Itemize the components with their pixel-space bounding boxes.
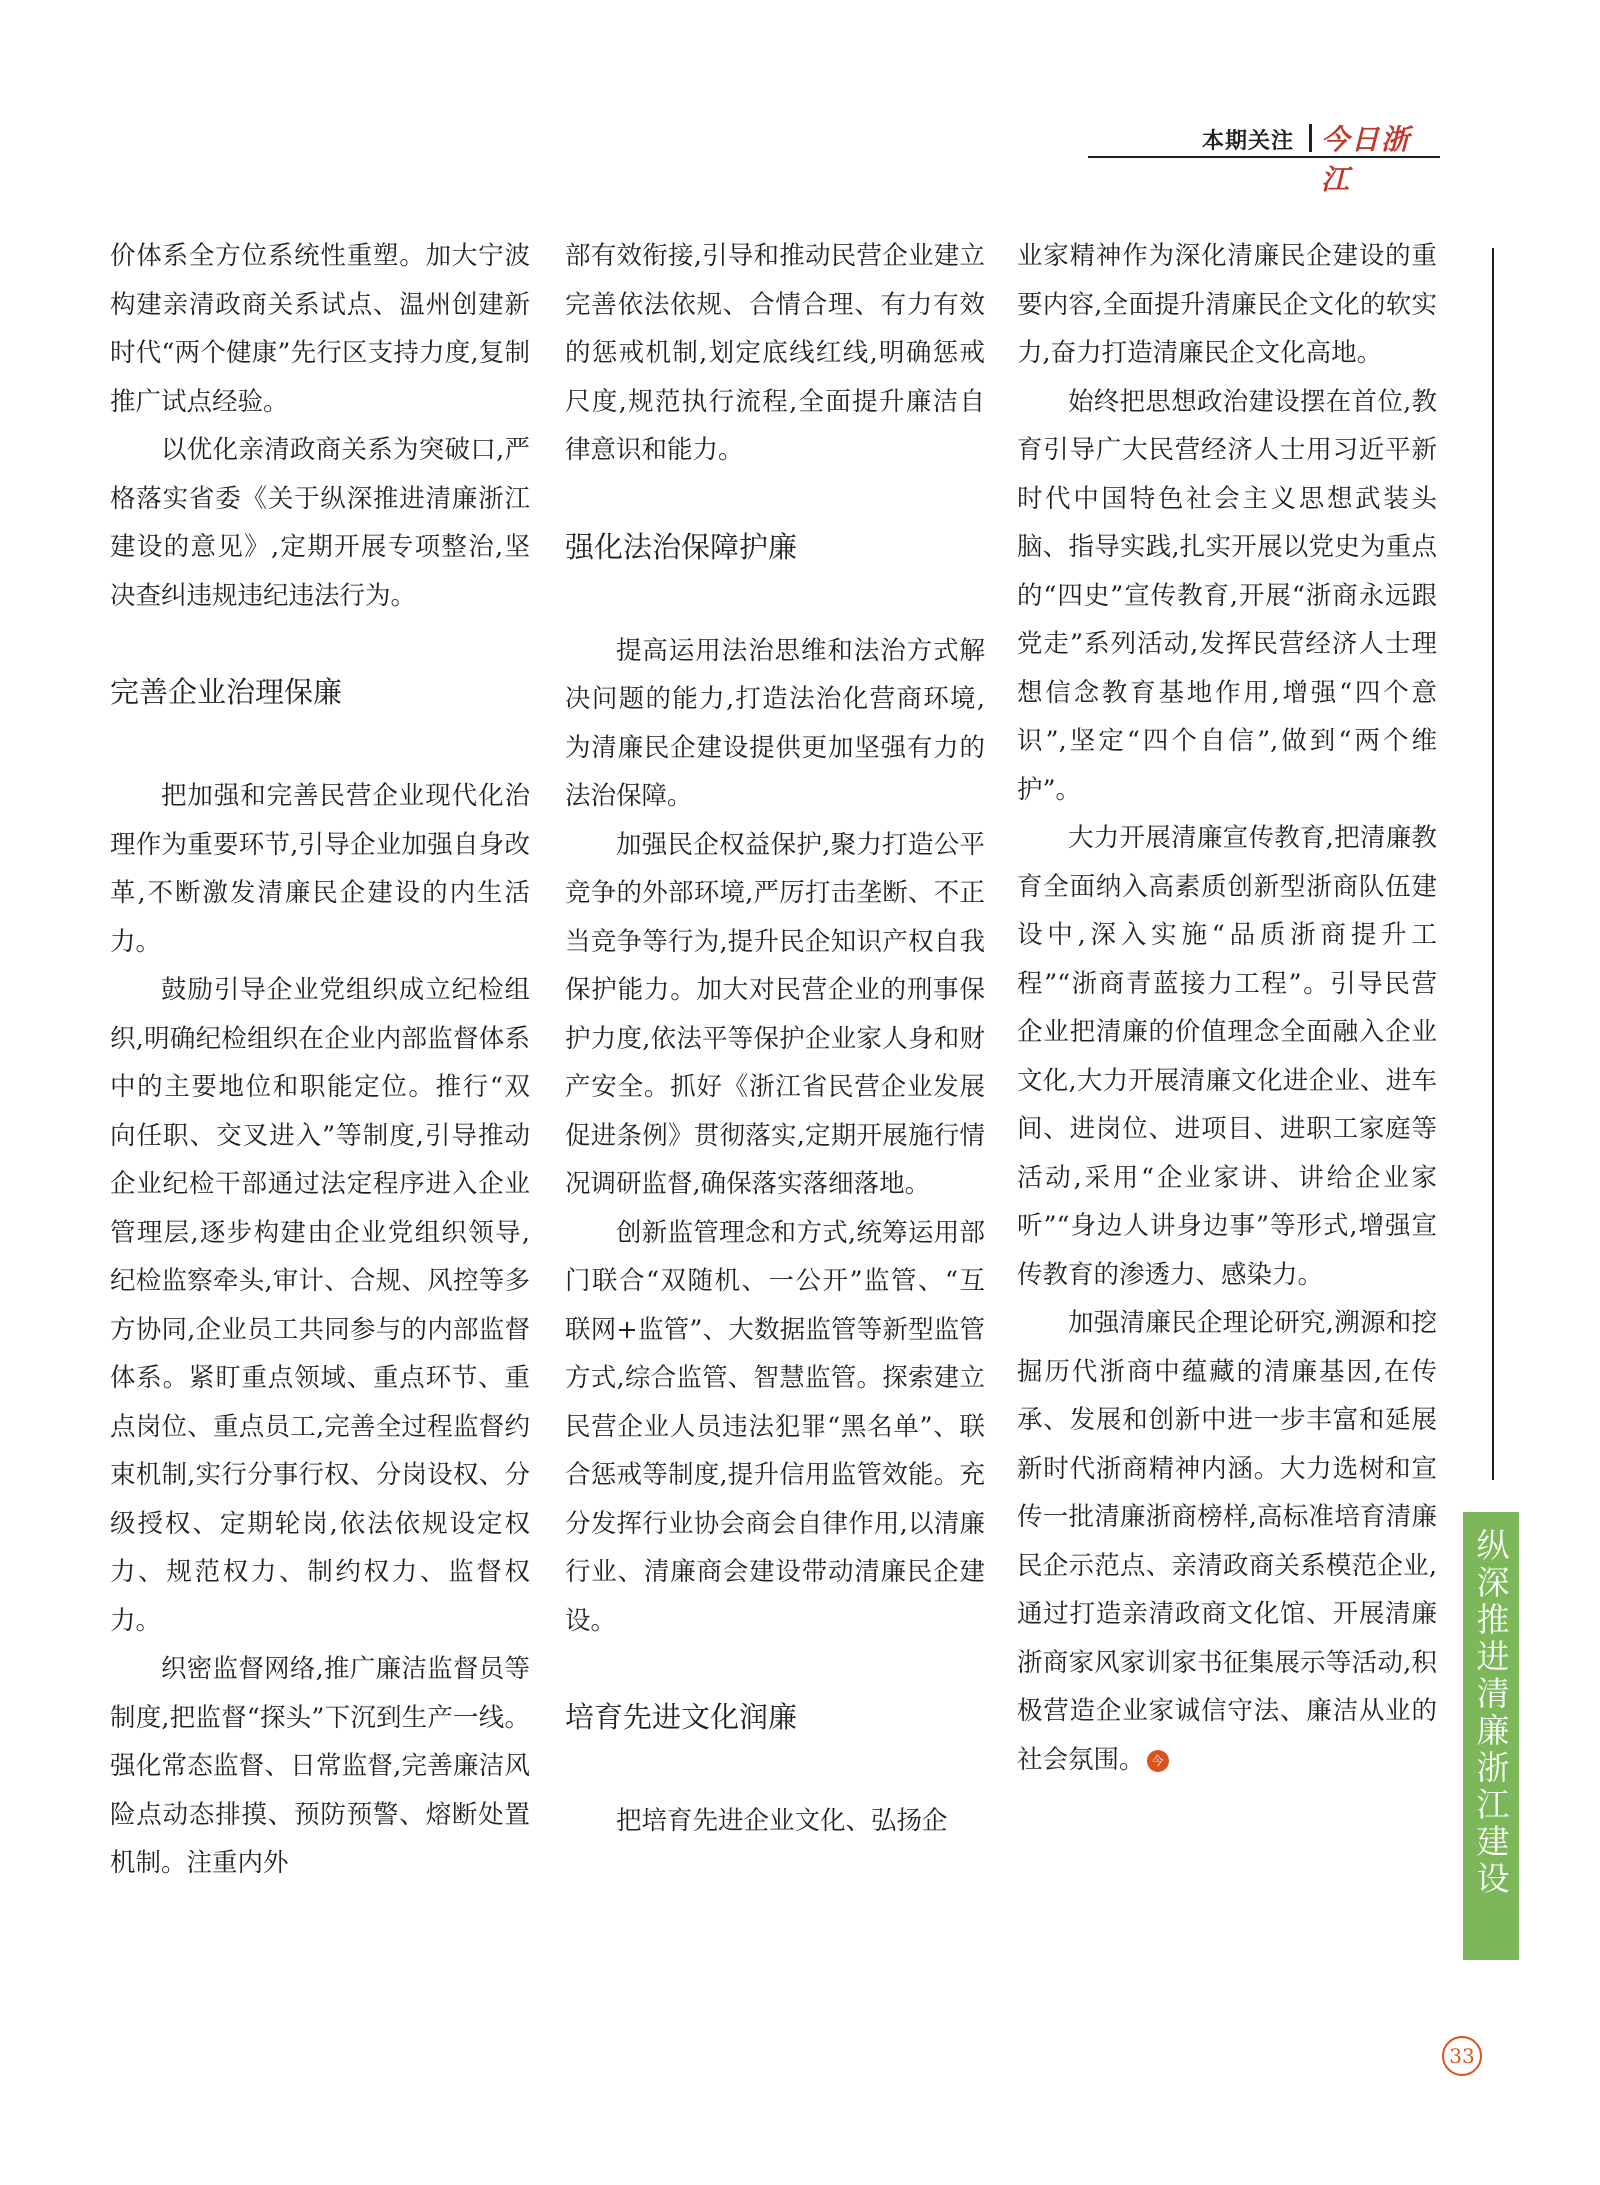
column-2: [565, 232, 985, 1846]
section-heading: [110, 672, 530, 712]
page-number: 33: [1442, 2036, 1482, 2076]
paragraph-text: 织密监督网络,推广廉洁监督员等制度,把监督“探头”下沉到生产一线。强化常态监督、日常监督,完善廉洁风险点动态排摸、预防预警、熔断处置机制。注重内外: [110, 1654, 530, 1878]
magazine-logo: 今日浙江: [1321, 123, 1412, 196]
topic-side-tab: [1463, 1512, 1519, 1960]
section-heading: [565, 527, 985, 567]
paragraph-text: 培育先进文化润廉: [565, 1700, 798, 1734]
paragraph-continued: [110, 232, 530, 426]
section-heading: [565, 1697, 985, 1737]
section-label: 本期关注: [1202, 129, 1295, 154]
paragraph-text: 价体系全方位系统性重塑。加大宁波构建亲清政商关系试点、温州创建新时代“两个健康”先行区支持力度,复制推广试点经验。: [110, 241, 530, 417]
paragraph: [1017, 1299, 1437, 1784]
paragraph-text: 鼓励引导企业党组织成立纪检组织,明确纪检组织在企业内部监督体系中的主要地位和职能定位。推行“双向任职、交叉进入”等制度,引导推动企业纪检干部通过法定程序进入企业管理层,逐步构建由企业党组织领导,纪检监察牵头,审计、合规、风控等多方协同,企业员工共同参与的内部监督体系。紧盯重点领域、重点环节、重点岗位、重点员工,完善全过程监督约束机制,实行分事行权、分岗设权、分级授权、定期轮岗,依法依规设定权力、规范权力、制约权力、监督权力。: [110, 975, 530, 1636]
paragraph-text: 始终把思想政治建设摆在首位,教育引导广大民营经济人士用习近平新时代中国特色社会主义思想武装头脑、指导实践,扎实开展以党史为重点的“四史”宣传教育,开展“浙商永远跟党走”系列活动,发挥民营经济人士理想信念教育基地作用,增强“四个意识”,坚定“四个自信”,做到“两个维护”。: [1017, 386, 1437, 805]
paragraph-text: 加强民企权益保护,聚力打造公平竞争的外部环境,严厉打击垄断、不正当竞争等行为,提升民企知识产权自我保护能力。加大对民营企业的刑事保护力度,依法平等保护企业家人身和财产安全。抓好《浙江省民营企业发展促进条例》贯彻落实,定期开展施行情况调研监督,确保落实落细落地。: [565, 829, 985, 1199]
paragraph: [565, 1797, 985, 1846]
paragraph: [565, 821, 985, 1209]
column-3: [1017, 232, 1437, 1784]
topic-side-tab-text: 纵深推进清廉浙江建设: [1471, 1528, 1511, 1898]
header-rule: [1088, 156, 1440, 158]
paragraph-text: 完善企业治理保廉: [110, 675, 343, 709]
paragraph: [565, 627, 985, 821]
paragraph: [1017, 378, 1437, 815]
paragraph: [110, 426, 530, 620]
paragraph: [110, 1645, 530, 1888]
page-header: [1085, 120, 1440, 196]
paragraph-text: 把培育先进企业文化、弘扬企: [616, 1806, 948, 1836]
paragraph-continued: [1017, 232, 1437, 378]
paragraph-continued: [565, 232, 985, 475]
margin-rule: [1492, 248, 1494, 1480]
paragraph: [110, 966, 530, 1645]
paragraph-text: 业家精神作为深化清廉民企建设的重要内容,全面提升清廉民企文化的软实力,奋力打造清廉民企文化高地。: [1017, 241, 1437, 368]
paragraph: [110, 772, 530, 966]
paragraph-text: 以优化亲清政商关系为突破口,严格落实省委《关于纵深推进清廉浙江建设的意见》,定期开展专项整治,坚决查纠违规违纪违法行为。: [110, 435, 530, 611]
paragraph-text: 强化法治保障护廉: [565, 529, 798, 564]
paragraph: [565, 1209, 985, 1646]
paragraph-text: 大力开展清廉宣传教育,把清廉教育全面纳入高素质创新型浙商队伍建设中,深入实施“品质浙商提升工程”“浙商青蓝接力工程”。引导民营企业把清廉的价值理念全面融入企业文化,大力开展清廉文化进企业、进车间、进岗位、进项目、进职工家庭等活动,采用“企业家讲、讲给企业家听”“身边人讲身边事”等形式,增强宣传教育的渗透力、感染力。: [1017, 823, 1437, 1290]
header-separator: [1309, 124, 1312, 152]
paragraph-text: 把加强和完善民营企业现代化治理作为重要环节,引导企业加强自身改革,不断激发清廉民企建设的内生活力。: [110, 781, 530, 957]
end-mark-icon: 今: [1147, 1750, 1169, 1772]
paragraph: [1017, 814, 1437, 1299]
column-1: [110, 232, 530, 1888]
paragraph-text: 加强清廉民企理论研究,溯源和挖掘历代浙商中蕴藏的清廉基因,在传承、发展和创新中进一步丰富和延展新时代浙商精神内涵。大力选树和宣传一批清廉浙商榜样,高标准培育清廉民企示范点、亲清政商关系模范企业,通过打造亲清政商文化馆、开展清廉浙商家风家训家书征集展示等活动,积极营造企业家诚信守法、廉洁从业的社会氛围。: [1017, 1308, 1437, 1775]
paragraph-text: 创新监管理念和方式,统筹运用部门联合“双随机、一公开”监管、“互联网+监管”、大数据监管等新型监管方式,综合监管、智慧监管。探索建立民营企业人员违法犯罪“黑名单”、联合惩戒等制度,提升信用监管效能。充分发挥行业协会商会自律作用,以清廉行业、清廉商会建设带动清廉民企建设。: [565, 1217, 985, 1636]
paragraph-text: 部有效衔接,引导和推动民营企业建立完善依法依规、合情合理、有力有效的惩戒机制,划定底线红线,明确惩戒尺度,规范执行流程,全面提升廉洁自律意识和能力。: [565, 241, 985, 465]
paragraph-text: 提高运用法治思维和法治方式解决问题的能力,打造法治化营商环境,为清廉民企建设提供更加坚强有力的法治保障。: [565, 635, 985, 811]
